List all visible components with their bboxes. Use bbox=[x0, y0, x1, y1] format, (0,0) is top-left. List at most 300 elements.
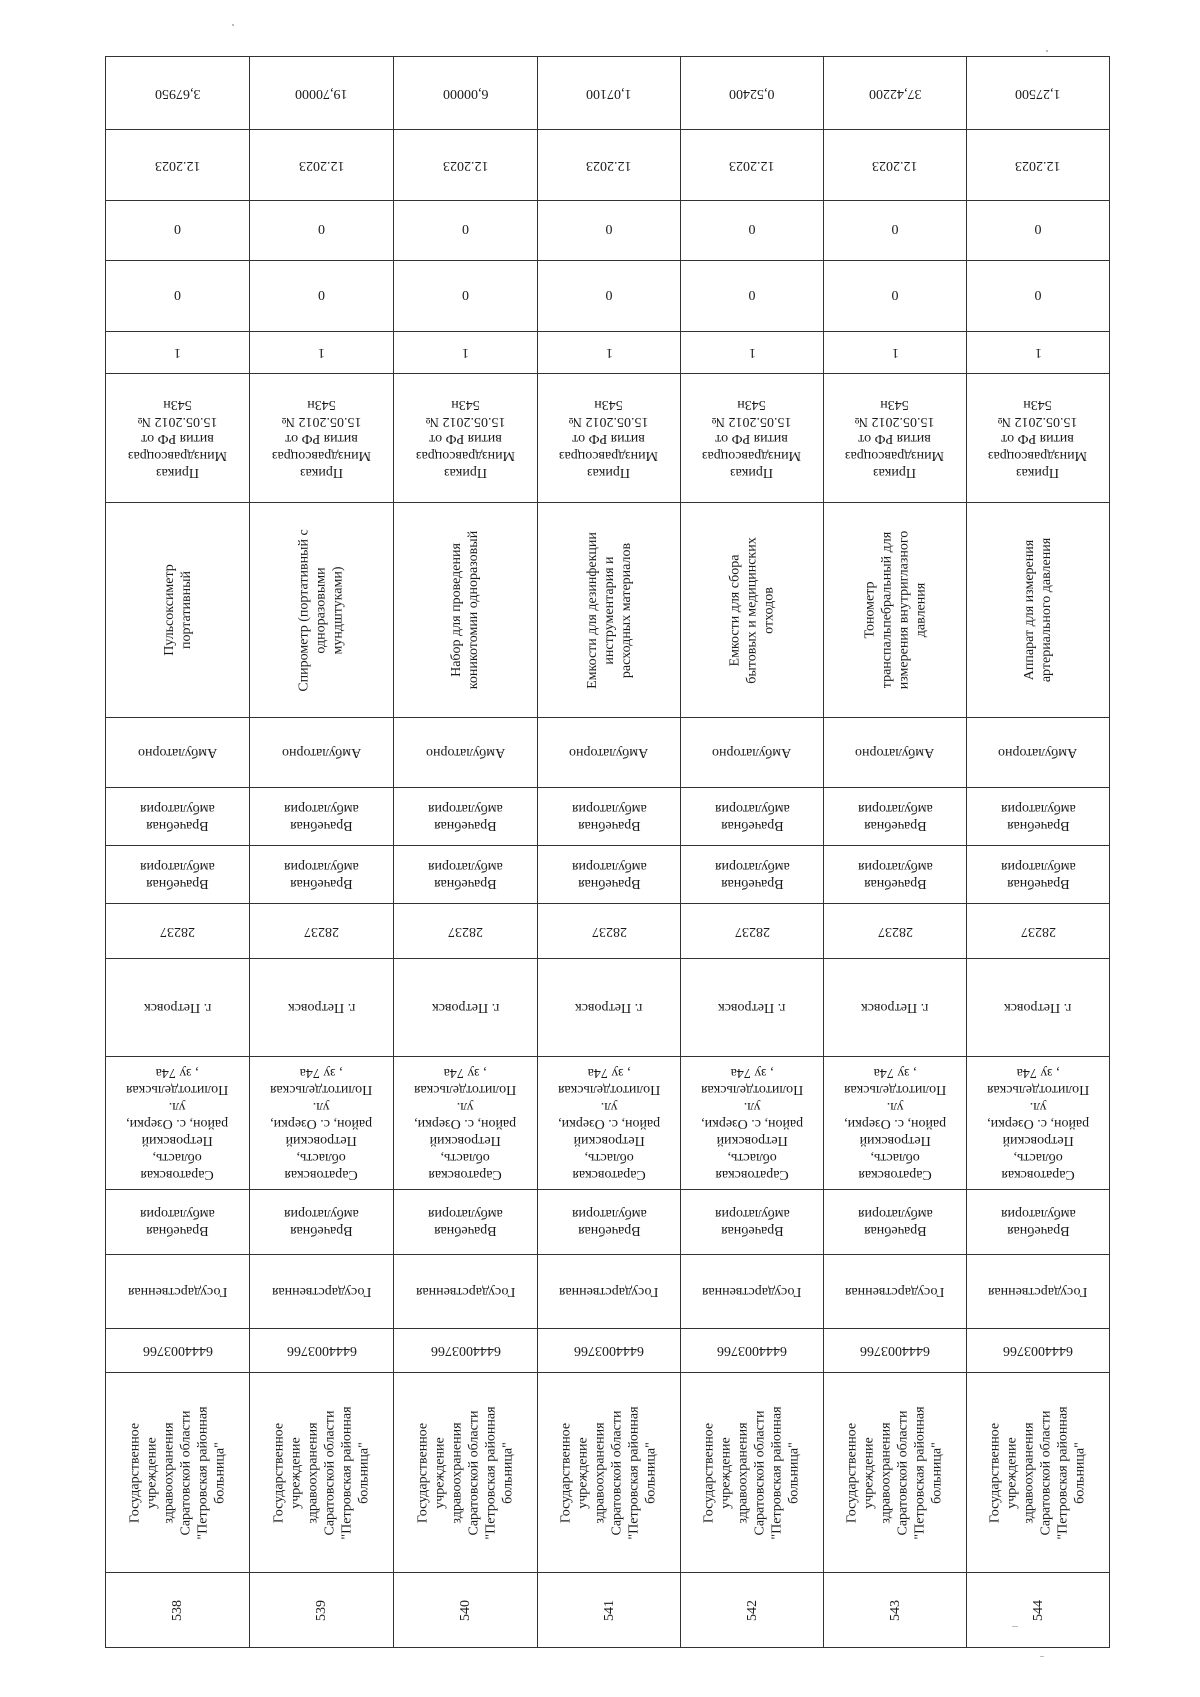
date-cell bbox=[824, 130, 967, 201]
cell-wrapper bbox=[394, 959, 537, 1056]
qty-needed-text: 0 bbox=[174, 223, 181, 238]
table-band-type1 bbox=[106, 1190, 1110, 1255]
cell-wrapper bbox=[681, 1373, 823, 1572]
price-cell bbox=[681, 57, 824, 130]
row-number-cell bbox=[394, 1573, 538, 1648]
qty-available-text: 0 bbox=[891, 288, 899, 304]
cell-wrapper bbox=[967, 1190, 1109, 1254]
cell-wrapper bbox=[824, 1373, 966, 1572]
equipment-cell bbox=[681, 503, 824, 718]
address-text: Саратовская область, Петровский район, с. Озерки, ул. Политотдельская , зу 74а bbox=[414, 1064, 517, 1182]
index-cell bbox=[250, 904, 394, 959]
qty-needed-text: 0 bbox=[462, 223, 469, 238]
qty-required-text: 1 bbox=[605, 345, 613, 360]
cell-wrapper bbox=[250, 959, 393, 1056]
table-band-qty-available bbox=[106, 261, 1110, 332]
type2-cell bbox=[681, 846, 824, 904]
index-text: 28237 bbox=[304, 923, 339, 939]
price-text: 6,00000 bbox=[442, 85, 489, 101]
row-number-cell bbox=[824, 1573, 967, 1648]
type2-text: Врачебная амбулатория bbox=[140, 858, 215, 891]
qty-needed-text: 0 bbox=[748, 223, 756, 238]
cell-wrapper bbox=[250, 1373, 393, 1572]
cell-wrapper bbox=[250, 1057, 393, 1189]
type3-text: Врачебная амбулатория bbox=[714, 800, 790, 833]
inn-text: 6444003766 bbox=[574, 1343, 644, 1358]
table-band-inn bbox=[106, 1329, 1110, 1373]
qty-required-cell bbox=[394, 332, 538, 374]
cell-wrapper bbox=[681, 1255, 823, 1328]
cell-wrapper bbox=[106, 1255, 249, 1328]
cell-wrapper bbox=[824, 1329, 966, 1372]
city-cell bbox=[967, 959, 1110, 1057]
type2-cell bbox=[394, 846, 538, 904]
index-text: 28237 bbox=[734, 923, 770, 939]
inn-cell bbox=[681, 1329, 824, 1373]
type2-cell bbox=[250, 846, 394, 904]
index-cell bbox=[106, 904, 250, 959]
cell-wrapper bbox=[106, 1057, 249, 1189]
cell-wrapper bbox=[250, 1573, 393, 1647]
equipment-text: Аппарат для измерения артериального давления bbox=[1022, 537, 1054, 683]
cell-wrapper bbox=[106, 1373, 249, 1572]
city-text: г. Петровск bbox=[1004, 1000, 1072, 1015]
cell-wrapper bbox=[538, 374, 680, 502]
ownership-cell bbox=[394, 1255, 538, 1329]
address-cell bbox=[106, 1057, 250, 1190]
table-band-no bbox=[106, 1573, 1110, 1648]
mode-cell bbox=[824, 718, 967, 788]
address-cell bbox=[681, 1057, 824, 1190]
city-text: г. Петровск bbox=[431, 1000, 500, 1015]
price-text: 37,42200 bbox=[868, 85, 922, 101]
row-number-cell bbox=[106, 1573, 250, 1648]
cell-wrapper bbox=[106, 788, 249, 845]
ownership-cell bbox=[824, 1255, 967, 1329]
type1-text: Врачебная амбулатория bbox=[1000, 1206, 1076, 1238]
price-cell bbox=[967, 57, 1110, 130]
cell-wrapper bbox=[824, 788, 966, 845]
type3-text: Врачебная амбулатория bbox=[571, 800, 647, 833]
qty-required-cell bbox=[824, 332, 967, 374]
city-text: г. Петровск bbox=[287, 1000, 356, 1015]
cell-wrapper bbox=[681, 959, 823, 1056]
cell-wrapper bbox=[538, 1057, 680, 1189]
order-text: Приказ Минздравсоцраз вития РФ от 15.05.2012 № 543н bbox=[415, 396, 516, 480]
cell-wrapper bbox=[681, 1329, 823, 1372]
cell-wrapper bbox=[394, 1255, 537, 1328]
city-text: г. Петровск bbox=[143, 1000, 212, 1015]
ownership-text: Государственная bbox=[845, 1284, 945, 1299]
qty-available-cell bbox=[394, 261, 538, 332]
row-number-text: 543 bbox=[887, 1599, 903, 1621]
cell-wrapper bbox=[250, 503, 393, 717]
cell-wrapper bbox=[538, 1373, 680, 1572]
table-band-address bbox=[106, 1057, 1110, 1190]
date-cell bbox=[250, 130, 394, 201]
cell-wrapper bbox=[681, 57, 823, 129]
cell-wrapper bbox=[394, 1573, 537, 1647]
price-text: 19,70000 bbox=[295, 85, 348, 101]
cell-wrapper bbox=[394, 1190, 537, 1254]
cell-wrapper bbox=[394, 374, 537, 502]
row-number-text: 539 bbox=[314, 1599, 329, 1621]
ownership-text: Государственная bbox=[415, 1284, 516, 1299]
ownership-text: Государственная bbox=[127, 1284, 228, 1299]
address-text: Саратовская область, Петровский район, с. Озерки, ул. Политотдельская , зу 74а bbox=[557, 1064, 661, 1182]
order-cell bbox=[106, 374, 250, 503]
order-cell bbox=[538, 374, 681, 503]
type3-cell bbox=[394, 788, 538, 846]
type2-text: Врачебная амбулатория bbox=[571, 858, 647, 891]
cell-wrapper bbox=[106, 959, 249, 1056]
organization-cell bbox=[538, 1373, 681, 1573]
index-cell bbox=[681, 904, 824, 959]
cell-wrapper bbox=[106, 503, 249, 717]
order-text: Приказ Минздравсоцраз вития РФ от 15.05.2012 № 543н bbox=[559, 396, 659, 480]
equipment-cell bbox=[967, 503, 1110, 718]
cell-wrapper bbox=[250, 57, 393, 129]
scan-speck bbox=[1046, 50, 1048, 52]
cell-wrapper bbox=[106, 904, 249, 958]
qty-required-cell bbox=[681, 332, 824, 374]
date-text: 12.2023 bbox=[872, 157, 918, 173]
mode-cell bbox=[681, 718, 824, 788]
index-cell bbox=[538, 904, 681, 959]
city-cell bbox=[250, 959, 394, 1057]
type3-cell bbox=[538, 788, 681, 846]
mode-text: Амбулаторно bbox=[425, 745, 506, 760]
table-band-date bbox=[106, 130, 1110, 201]
organization-cell bbox=[681, 1373, 824, 1573]
qty-available-text: 0 bbox=[1034, 288, 1042, 304]
cell-wrapper bbox=[106, 130, 249, 200]
price-text: 3,67950 bbox=[154, 85, 201, 101]
cell-wrapper bbox=[681, 332, 823, 373]
inn-cell bbox=[394, 1329, 538, 1373]
qty-required-text: 1 bbox=[174, 345, 181, 360]
order-cell bbox=[967, 374, 1110, 503]
date-text: 12.2023 bbox=[1015, 157, 1061, 173]
inn-text: 6444003766 bbox=[142, 1343, 213, 1358]
inn-text: 6444003766 bbox=[1003, 1343, 1073, 1358]
cell-wrapper bbox=[394, 503, 537, 717]
type2-text: Врачебная амбулатория bbox=[284, 858, 359, 891]
cell-wrapper bbox=[681, 718, 823, 787]
equipment-text: Спирометр (портативный с одноразовыми мундштуками) bbox=[297, 528, 347, 692]
index-cell bbox=[824, 904, 967, 959]
address-cell bbox=[824, 1057, 967, 1190]
type1-text: Врачебная амбулатория bbox=[284, 1206, 359, 1238]
cell-wrapper bbox=[824, 1057, 966, 1189]
mode-text: Амбулаторно bbox=[137, 745, 218, 760]
order-text: Приказ Минздравсоцраз вития РФ от 15.05.2012 № 543н bbox=[702, 396, 802, 480]
qty-needed-cell bbox=[967, 201, 1110, 261]
cell-wrapper bbox=[250, 1190, 393, 1254]
row-number-text: 544 bbox=[1030, 1599, 1046, 1621]
cell-wrapper bbox=[681, 201, 823, 260]
cell-wrapper bbox=[250, 261, 393, 331]
cell-wrapper bbox=[967, 1329, 1109, 1372]
table-band-city bbox=[106, 959, 1110, 1057]
cell-wrapper bbox=[681, 1057, 823, 1189]
address-text: Саратовская область, Петровский район, с. Озерки, ул. Политотдельская , зу 74а bbox=[270, 1064, 373, 1182]
equipment-text: Емкости для сбора бытовых и медицинских отходов bbox=[727, 536, 777, 684]
cell-wrapper bbox=[250, 201, 393, 260]
cell-wrapper bbox=[824, 718, 966, 787]
cell-wrapper bbox=[538, 1573, 680, 1647]
cell-wrapper bbox=[967, 959, 1109, 1056]
type1-text: Врачебная амбулатория bbox=[428, 1206, 503, 1238]
cell-wrapper bbox=[250, 130, 393, 200]
mode-cell bbox=[538, 718, 681, 788]
organization-cell bbox=[394, 1373, 538, 1573]
index-cell bbox=[967, 904, 1110, 959]
qty-needed-cell bbox=[106, 201, 250, 261]
organization-text: Государственное учреждение здравоохранения Саратовской области "Петровская районная больница" bbox=[844, 1405, 945, 1540]
cell-wrapper bbox=[394, 1373, 537, 1572]
type1-text: Врачебная амбулатория bbox=[857, 1206, 933, 1238]
cell-wrapper bbox=[967, 1057, 1109, 1189]
type1-text: Врачебная амбулатория bbox=[140, 1206, 215, 1238]
row-number-cell bbox=[538, 1573, 681, 1648]
order-text: Приказ Минздравсоцраз вития РФ от 15.05.2012 № 543н bbox=[988, 396, 1088, 480]
cell-wrapper bbox=[250, 904, 393, 958]
cell-wrapper bbox=[824, 904, 966, 958]
index-cell bbox=[394, 904, 538, 959]
organization-cell bbox=[824, 1373, 967, 1573]
row-number-text: 542 bbox=[744, 1599, 760, 1621]
cell-wrapper bbox=[106, 846, 249, 903]
cell-wrapper bbox=[106, 261, 249, 331]
cell-wrapper bbox=[967, 374, 1109, 502]
cell-wrapper bbox=[967, 201, 1109, 260]
cell-wrapper bbox=[394, 904, 537, 958]
date-cell bbox=[538, 130, 681, 201]
qty-required-cell bbox=[250, 332, 394, 374]
cell-wrapper bbox=[250, 846, 393, 903]
row-number-text: 538 bbox=[170, 1599, 185, 1621]
cell-wrapper bbox=[967, 130, 1109, 200]
cell-wrapper bbox=[538, 201, 680, 260]
equipment-text: Емкости для дезинфекции инструментария и расходных материалов bbox=[584, 531, 634, 689]
mode-text: Амбулаторно bbox=[855, 745, 935, 760]
cell-wrapper bbox=[824, 130, 966, 200]
cell-wrapper bbox=[538, 846, 680, 903]
cell-wrapper bbox=[250, 1329, 393, 1372]
cell-wrapper bbox=[538, 959, 680, 1056]
cell-wrapper bbox=[394, 718, 537, 787]
inn-text: 6444003766 bbox=[717, 1343, 787, 1358]
cell-wrapper bbox=[106, 201, 249, 260]
cell-wrapper bbox=[106, 1573, 249, 1647]
date-text: 12.2023 bbox=[442, 157, 489, 173]
type1-cell bbox=[967, 1190, 1110, 1255]
mode-cell bbox=[394, 718, 538, 788]
ownership-cell bbox=[106, 1255, 250, 1329]
type2-cell bbox=[106, 846, 250, 904]
city-cell bbox=[538, 959, 681, 1057]
table-band-type3 bbox=[106, 788, 1110, 846]
price-cell bbox=[250, 57, 394, 130]
cell-wrapper bbox=[824, 503, 966, 717]
type1-cell bbox=[250, 1190, 394, 1255]
qty-available-cell bbox=[538, 261, 681, 332]
type3-cell bbox=[824, 788, 967, 846]
type3-cell bbox=[106, 788, 250, 846]
type1-cell bbox=[824, 1190, 967, 1255]
qty-required-text: 1 bbox=[462, 345, 469, 360]
cell-wrapper bbox=[394, 201, 537, 260]
cell-wrapper bbox=[538, 718, 680, 787]
inn-text: 6444003766 bbox=[286, 1343, 357, 1358]
ownership-text: Государственная bbox=[559, 1284, 659, 1299]
mode-cell bbox=[967, 718, 1110, 788]
cell-wrapper bbox=[538, 1255, 680, 1328]
address-cell bbox=[394, 1057, 538, 1190]
qty-needed-cell bbox=[250, 201, 394, 261]
city-cell bbox=[681, 959, 824, 1057]
cell-wrapper bbox=[106, 1329, 249, 1372]
price-cell bbox=[824, 57, 967, 130]
city-cell bbox=[394, 959, 538, 1057]
qty-available-text: 0 bbox=[174, 288, 181, 304]
inn-cell bbox=[967, 1329, 1110, 1373]
ownership-cell bbox=[967, 1255, 1110, 1329]
qty-required-text: 1 bbox=[891, 345, 899, 360]
qty-required-text: 1 bbox=[748, 345, 756, 360]
qty-needed-text: 0 bbox=[891, 223, 899, 238]
equipment-table bbox=[105, 56, 1110, 1648]
cell-wrapper bbox=[967, 261, 1109, 331]
cell-wrapper bbox=[538, 1329, 680, 1372]
index-text: 28237 bbox=[1020, 923, 1056, 939]
index-text: 28237 bbox=[160, 923, 195, 939]
cell-wrapper bbox=[106, 718, 249, 787]
date-text: 12.2023 bbox=[154, 157, 201, 173]
cell-wrapper bbox=[681, 1573, 823, 1647]
qty-needed-text: 0 bbox=[605, 223, 613, 238]
address-text: Саратовская область, Петровский район, с. Озерки, ул. Политотдельская , зу 74а bbox=[986, 1064, 1090, 1182]
mode-text: Амбулаторно bbox=[712, 745, 792, 760]
type1-text: Врачебная амбулатория bbox=[714, 1206, 790, 1238]
cell-wrapper bbox=[106, 332, 249, 373]
qty-needed-cell bbox=[681, 201, 824, 261]
type3-text: Врачебная амбулатория bbox=[428, 800, 503, 833]
cell-wrapper bbox=[824, 1190, 966, 1254]
table-band-ownership bbox=[106, 1255, 1110, 1329]
mode-cell bbox=[106, 718, 250, 788]
mode-text: Амбулаторно bbox=[998, 745, 1078, 760]
city-cell bbox=[106, 959, 250, 1057]
cell-wrapper bbox=[681, 788, 823, 845]
table-band-price bbox=[106, 57, 1110, 130]
date-cell bbox=[106, 130, 250, 201]
date-cell bbox=[394, 130, 538, 201]
qty-available-cell bbox=[106, 261, 250, 332]
cell-wrapper bbox=[681, 261, 823, 331]
address-cell bbox=[538, 1057, 681, 1190]
qty-needed-cell bbox=[394, 201, 538, 261]
type1-text: Врачебная амбулатория bbox=[571, 1206, 647, 1238]
table-band-qty-needed bbox=[106, 201, 1110, 261]
cell-wrapper bbox=[250, 718, 393, 787]
order-cell bbox=[824, 374, 967, 503]
qty-available-cell bbox=[824, 261, 967, 332]
date-cell bbox=[681, 130, 824, 201]
type2-text: Врачебная амбулатория bbox=[857, 858, 933, 891]
type1-cell bbox=[394, 1190, 538, 1255]
cell-wrapper bbox=[250, 788, 393, 845]
qty-required-cell bbox=[106, 332, 250, 374]
price-text: 1,27500 bbox=[1015, 85, 1061, 101]
organization-text: Государственное учреждение здравоохранения Саратовской области "Петровская районная больница" bbox=[987, 1405, 1088, 1540]
cell-wrapper bbox=[967, 1573, 1109, 1647]
cell-wrapper bbox=[106, 1190, 249, 1254]
organization-cell bbox=[250, 1373, 394, 1573]
organization-text: Государственное учреждение здравоохранения Саратовской области "Петровская районная больница" bbox=[701, 1405, 802, 1540]
price-cell bbox=[394, 57, 538, 130]
cell-wrapper bbox=[394, 846, 537, 903]
type2-text: Врачебная амбулатория bbox=[428, 858, 503, 891]
qty-needed-text: 0 bbox=[318, 223, 325, 238]
cell-wrapper bbox=[967, 904, 1109, 958]
equipment-cell bbox=[106, 503, 250, 718]
organization-text: Государственное учреждение здравоохранения Саратовской области "Петровская районная больница" bbox=[127, 1405, 228, 1540]
cell-wrapper bbox=[967, 788, 1109, 845]
type3-text: Врачебная амбулатория bbox=[140, 800, 215, 833]
index-text: 28237 bbox=[448, 923, 483, 939]
cell-wrapper bbox=[824, 201, 966, 260]
type2-cell bbox=[538, 846, 681, 904]
price-text: 0,52400 bbox=[729, 85, 775, 101]
cell-wrapper bbox=[106, 374, 249, 502]
cell-wrapper bbox=[824, 959, 966, 1056]
qty-available-text: 0 bbox=[318, 288, 325, 304]
cell-wrapper bbox=[394, 57, 537, 129]
cell-wrapper bbox=[538, 788, 680, 845]
cell-wrapper bbox=[824, 261, 966, 331]
address-cell bbox=[967, 1057, 1110, 1190]
cell-wrapper bbox=[824, 846, 966, 903]
cell-wrapper bbox=[538, 261, 680, 331]
order-cell bbox=[394, 374, 538, 503]
date-text: 12.2023 bbox=[729, 157, 775, 173]
table-band-order bbox=[106, 374, 1110, 503]
mode-cell bbox=[250, 718, 394, 788]
type2-cell bbox=[967, 846, 1110, 904]
index-text: 28237 bbox=[591, 923, 627, 939]
price-cell bbox=[106, 57, 250, 130]
type1-cell bbox=[681, 1190, 824, 1255]
cell-wrapper bbox=[824, 1255, 966, 1328]
price-text: 1,07100 bbox=[586, 85, 632, 101]
cell-wrapper bbox=[538, 57, 680, 129]
cell-wrapper bbox=[538, 904, 680, 958]
type3-text: Врачебная амбулатория bbox=[1000, 800, 1076, 833]
cell-wrapper bbox=[967, 332, 1109, 373]
qty-available-text: 0 bbox=[605, 288, 613, 304]
cell-wrapper bbox=[250, 374, 393, 502]
table-band-org bbox=[106, 1373, 1110, 1573]
ownership-text: Государственная bbox=[271, 1284, 372, 1299]
type3-cell bbox=[681, 788, 824, 846]
organization-cell bbox=[106, 1373, 250, 1573]
organization-text: Государственное учреждение здравоохранения Саратовской области "Петровская районная больница" bbox=[558, 1405, 659, 1540]
inn-text: 6444003766 bbox=[860, 1343, 930, 1358]
cell-wrapper bbox=[681, 130, 823, 200]
qty-available-text: 0 bbox=[748, 288, 756, 304]
